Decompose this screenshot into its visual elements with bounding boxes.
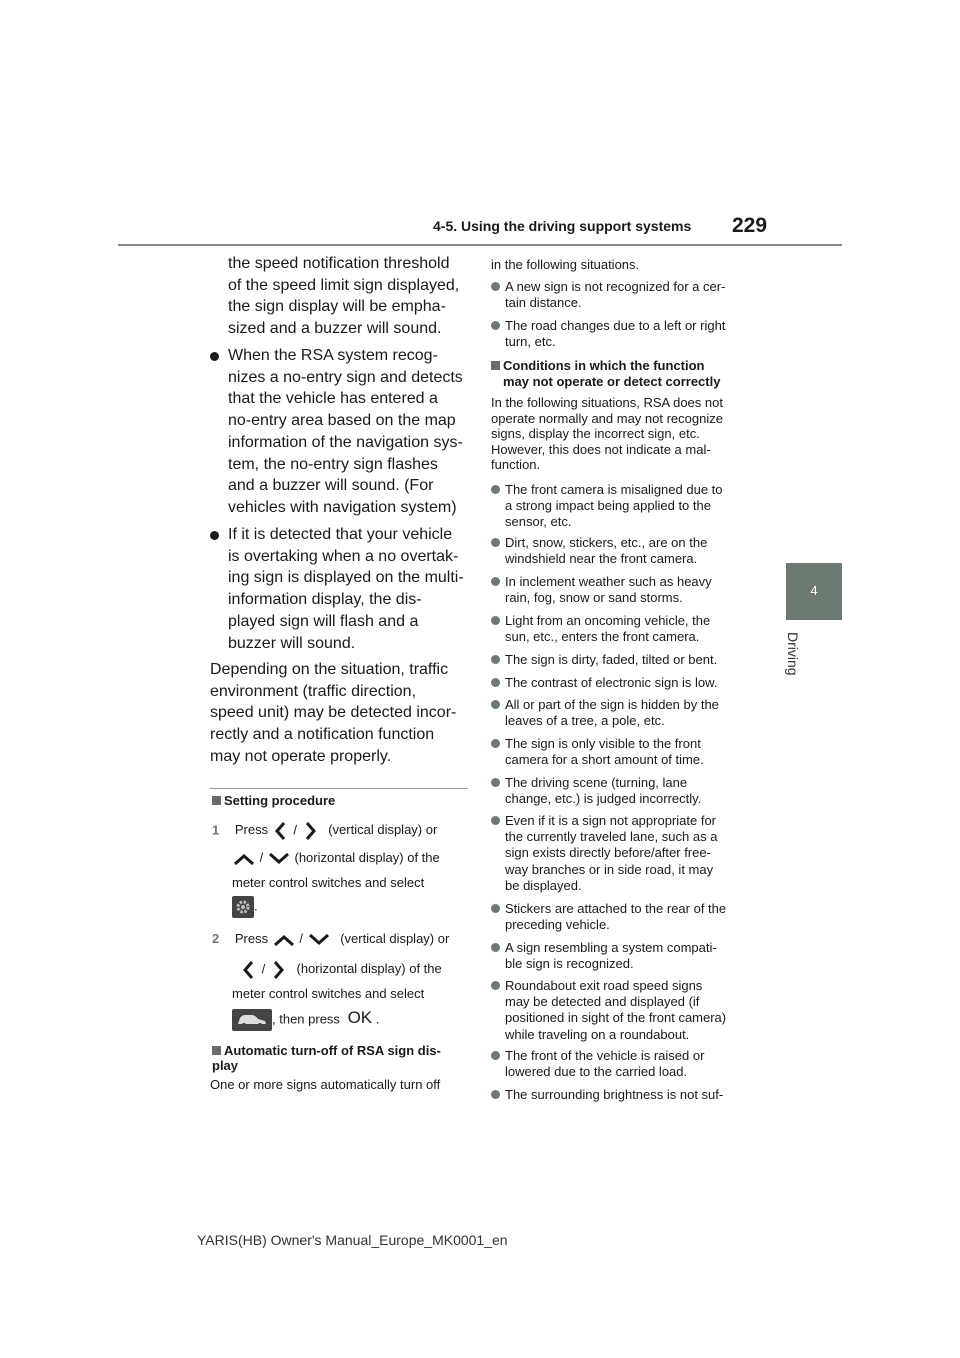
text-line: camera for a short amount of time.	[505, 752, 704, 768]
text-line: The driving scene (turning, lane	[505, 775, 688, 790]
text-line: windshield near the front camera.	[505, 551, 698, 567]
text-line: The front camera is misaligned due to	[505, 482, 723, 497]
step-text: , then press	[272, 1011, 340, 1027]
text-line: may not operate properly.	[210, 747, 392, 765]
step-text: Press	[234, 822, 269, 838]
text-line: of the speed limit sign displayed,	[228, 276, 460, 294]
text-line: a strong impact being applied to the	[505, 498, 711, 514]
intro-text	[228, 253, 478, 340]
text-line: The front of the vehicle is raised or	[505, 1048, 705, 1063]
step-text: (horizontal display) of the	[296, 961, 442, 977]
chevron-left-icon	[272, 820, 290, 842]
text-line: vehicles with navigation system)	[228, 498, 457, 516]
square-bullet-icon	[491, 361, 500, 370]
conditions-heading-text: Conditions in which the function	[503, 358, 705, 373]
step-2-line-1	[212, 931, 449, 948]
conditions-heading	[491, 358, 753, 390]
chapter-label	[784, 632, 804, 692]
text-line: tem, the no-entry sign flashes	[228, 455, 438, 473]
text-line: and a buzzer will sound. (For	[228, 477, 434, 495]
section-title: 4-5. Using the driving support systems	[433, 218, 692, 234]
footer-text: YARIS(HB) Owner's Manual_Europe_MK0001_en	[197, 1232, 508, 1248]
text-line: The road changes due to a left or right	[505, 318, 726, 333]
text-line: leaves of a tree, a pole, etc.	[505, 713, 665, 729]
bullet-icon	[491, 778, 500, 787]
text-line: sign exists directly before/after free-	[505, 845, 711, 861]
text-line: A sign resembling a system compati-	[505, 940, 717, 955]
bullet-icon	[491, 943, 500, 952]
text-line: be displayed.	[505, 877, 582, 893]
text-line: All or part of the sign is hidden by the	[505, 697, 719, 712]
bullet-icon	[491, 616, 500, 625]
bullet-icon	[491, 485, 500, 494]
text-line: preceding vehicle.	[505, 917, 610, 933]
step-number: 2	[212, 931, 220, 946]
text-line: function.	[491, 457, 541, 473]
text-line: speed unit) may be detected incor-	[210, 704, 457, 722]
text-line: nizes a no-entry sign and detects	[228, 368, 463, 386]
bullet-icon	[491, 739, 500, 748]
text-line: Stickers are attached to the rear of the	[505, 901, 727, 916]
text-line: rain, fog, snow or sand storms.	[505, 590, 683, 606]
bullet-icon	[491, 282, 500, 291]
text-line: the speed notification threshold	[228, 255, 450, 272]
square-bullet-icon	[212, 1046, 221, 1055]
text-line: signs, display the incorrect sign, etc.	[491, 426, 700, 442]
slash-text: /	[261, 961, 266, 977]
chevron-up-icon	[272, 932, 296, 948]
text-line: information of the navigation sys-	[228, 433, 463, 451]
auto-text: One or more signs automatically turn off	[210, 1077, 441, 1092]
text-line: ing sign is displayed on the multi-	[228, 569, 464, 587]
header-divider	[118, 244, 842, 246]
text-line: Light from an oncoming vehicle, the	[505, 613, 711, 628]
slash-text: /	[299, 931, 303, 946]
text-line: positioned in sight of the front camera)	[505, 1010, 727, 1026]
conditions-text	[491, 395, 753, 473]
step-2-line-4	[232, 1009, 379, 1031]
step-text: meter control switches and select	[232, 875, 425, 890]
step-text: meter control switches and select	[232, 986, 425, 1001]
text-line: ble sign is recognized.	[505, 956, 634, 972]
bullet-icon	[491, 577, 500, 586]
text-line: The contrast of electronic sign is low.	[505, 675, 718, 690]
chevron-down-icon	[267, 851, 291, 867]
chevron-left-icon	[240, 959, 258, 981]
text-line: operate normally and may not recognize	[491, 410, 723, 426]
ok-button-label: OK	[347, 1008, 373, 1028]
text-line: lowered due to the carried load.	[505, 1064, 688, 1080]
section-divider	[210, 788, 468, 789]
bullet-icon	[491, 538, 500, 547]
step-text: (horizontal display) of the	[294, 850, 440, 865]
text-line: sun, etc., enters the front camera.	[505, 629, 700, 645]
auto-heading-text: Automatic turn-off of RSA sign dis-	[224, 1043, 441, 1058]
period-text: .	[254, 898, 258, 914]
text-line: is overtaking when a no overtak-	[228, 547, 459, 565]
step-2-line-2	[240, 959, 442, 981]
chevron-right-icon	[301, 820, 319, 842]
text-line: sensor, etc.	[505, 514, 572, 530]
step-text: (vertical display) or	[340, 931, 450, 946]
text-line: no-entry area based on the map	[228, 412, 456, 430]
text-line: turn, etc.	[505, 334, 556, 350]
text-line: The surrounding brightness is not suf-	[505, 1087, 724, 1102]
text-line: The sign is dirty, faded, tilted or bent.	[505, 652, 718, 667]
text-line: If it is detected that your vehicle	[228, 526, 453, 543]
setting-heading	[212, 793, 335, 809]
text-line: buzzer will sound.	[228, 634, 356, 652]
bullet-icon	[491, 1051, 500, 1060]
text-line: change, etc.) is judged incorrectly.	[505, 791, 702, 807]
text-line: the sign display will be empha-	[228, 298, 446, 316]
text-line: When the RSA system recog-	[228, 347, 438, 364]
page-number: 229	[732, 214, 768, 237]
text-line: may be detected and displayed (if	[505, 994, 700, 1010]
text-line: Roundabout exit road speed signs	[505, 978, 703, 993]
text-line: Even if it is a sign not appropriate for	[505, 813, 717, 828]
bullet-icon	[491, 816, 500, 825]
step-1-line-1	[212, 820, 437, 842]
bullet-icon	[491, 655, 500, 664]
text-line: environment (traffic direction,	[210, 682, 417, 700]
text-line: that the vehicle has entered a	[228, 390, 438, 408]
bullet-icon	[210, 352, 219, 361]
bullet-icon	[491, 1090, 500, 1099]
text-line: However, this does not indicate a mal-	[491, 441, 711, 457]
setting-heading-text: Setting procedure	[224, 793, 336, 808]
text-line: A new sign is not recognized for a cer-	[505, 279, 726, 294]
square-bullet-icon	[212, 796, 221, 805]
text-line: The sign is only visible to the front	[505, 736, 701, 751]
conditions-heading-text: may not operate or detect correctly	[503, 374, 721, 389]
bullet-icon	[491, 678, 500, 687]
bullet-icon	[491, 321, 500, 330]
text-line: sized and a buzzer will sound.	[228, 320, 442, 338]
text-line: In inclement weather such as heavy	[505, 574, 712, 589]
bullet-text	[228, 524, 478, 654]
text-line: Dirt, snow, stickers, etc., are on the	[505, 535, 708, 550]
chapter-label-text: Driving	[785, 632, 801, 676]
chevron-down-icon	[307, 932, 331, 948]
bullet-icon	[491, 700, 500, 709]
text-line: In the following situations, RSA does not	[491, 395, 723, 410]
chevron-up-icon	[232, 851, 256, 867]
bullet-icon	[210, 531, 219, 540]
text-line: rectly and a notification function	[210, 726, 435, 744]
settings-gear-icon	[232, 896, 254, 918]
slash-text: /	[259, 850, 264, 865]
text-line: the currently traveled lane, such as a	[505, 829, 718, 845]
text-line: information display, the dis-	[228, 591, 422, 609]
text-line: way branches or in side road, it may	[505, 861, 714, 877]
bullet-text	[228, 345, 478, 519]
chevron-right-icon	[269, 959, 287, 981]
bullet-icon	[491, 904, 500, 913]
paragraph	[210, 659, 470, 768]
step-text: (vertical display) or	[328, 822, 438, 838]
slash-text: /	[293, 822, 297, 838]
chapter-number: 4	[810, 583, 818, 598]
text-line: Depending on the situation, traffic	[210, 661, 449, 678]
text-line: while traveling on a roundabout.	[505, 1026, 690, 1042]
bullet-icon	[491, 981, 500, 990]
step-1-line-2	[232, 850, 440, 867]
step-text: Press	[234, 931, 269, 946]
period-text: .	[375, 1011, 380, 1027]
text-line: tain distance.	[505, 295, 582, 311]
right-intro: in the following situations.	[491, 257, 640, 272]
step-number: 1	[212, 822, 220, 838]
step-1-line-4	[232, 896, 258, 918]
rsa-car-sign-icon	[232, 1009, 272, 1031]
auto-heading	[212, 1043, 470, 1073]
text-line: played sign will flash and a	[228, 612, 419, 630]
auto-heading-text: play	[212, 1058, 239, 1073]
